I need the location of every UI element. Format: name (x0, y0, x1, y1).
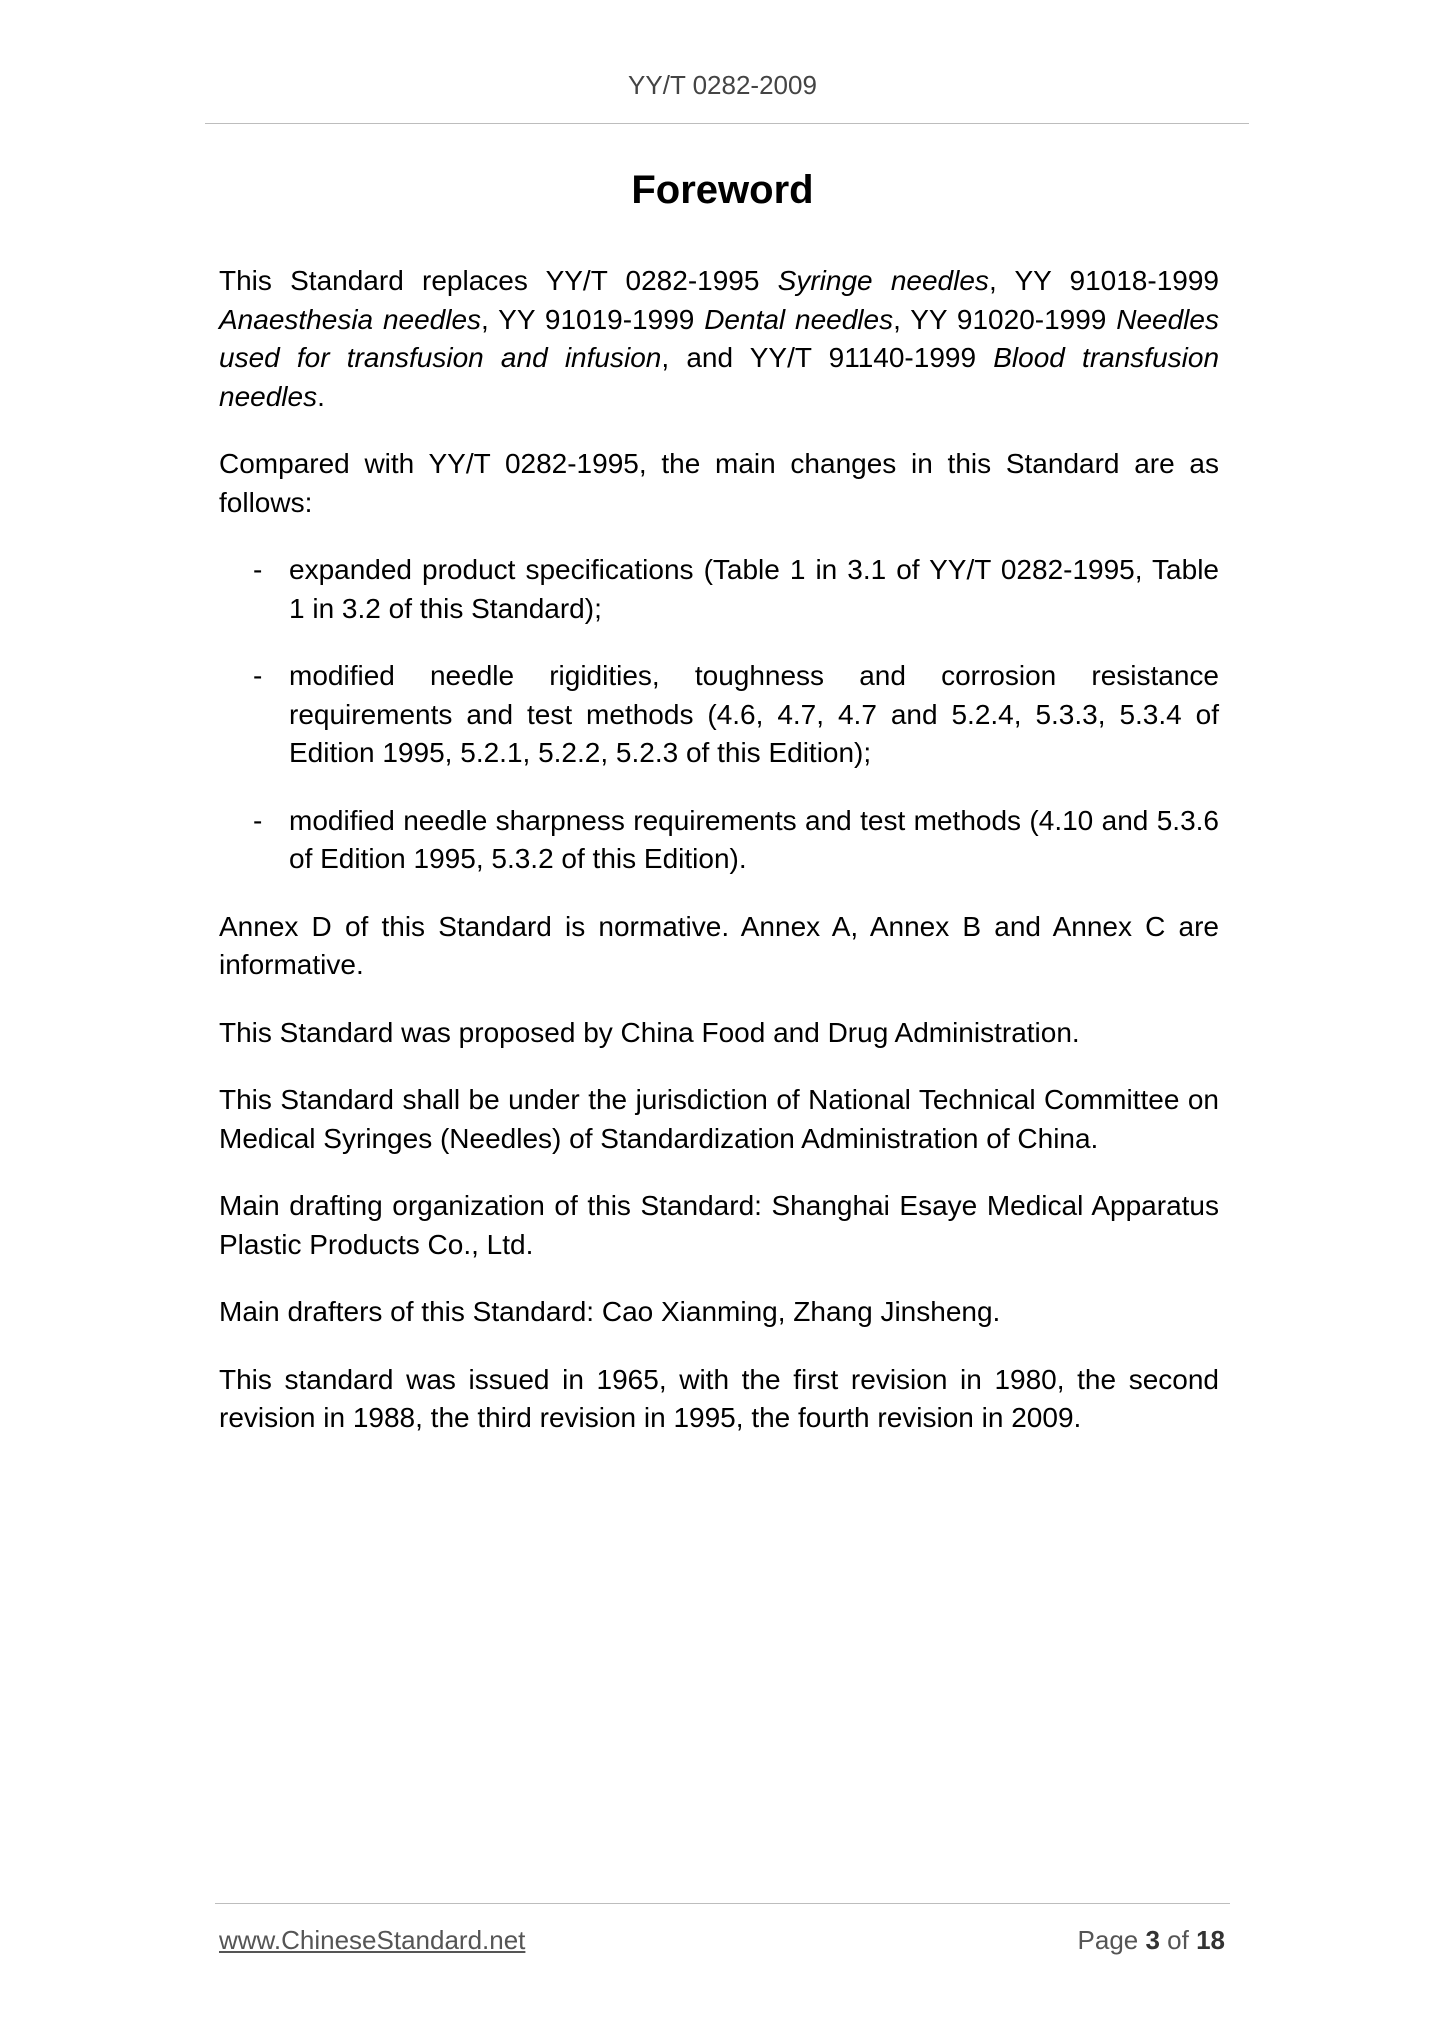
drafters-paragraph: Main drafters of this Standard: Cao Xianming, Zhang Jinsheng. (219, 1296, 1001, 1327)
intro-title-italic: Blood transfusion needles (219, 342, 1220, 412)
intro-title-italic: Syringe needles (777, 265, 989, 296)
page-label: Page (1077, 1925, 1146, 1955)
changes-intro-paragraph: Compared with YY/T 0282-1995, the main changes in this Standard are as follows: (219, 448, 1219, 518)
intro-text: , and YY/T 91140-1999 (661, 342, 994, 373)
list-item-text: modified needle sharpness requirements and test methods (4.10 and 5.3.6 of Edition 1995, 5.3.2 of this Edition). (289, 804, 1219, 874)
total-pages: 18 (1196, 1925, 1225, 1955)
annex-paragraph: Annex D of this Standard is normative. Annex A, Annex B and Annex C are informative. (219, 910, 1219, 980)
page-of-label: of (1159, 1925, 1197, 1955)
intro-text: , YY 91019-1999 (481, 303, 705, 335)
jurisdiction-paragraph: This Standard shall be under the jurisdiction of National Technical Committee on Medical Syringes (Needles) of Standardization Administration of China. (219, 1084, 1219, 1154)
list-dash: - (253, 554, 263, 585)
header-divider (205, 123, 1249, 124)
intro-title-italic: Needles used for transfusion and infusion (219, 303, 1219, 373)
list-item (219, 657, 1219, 773)
organization-paragraph: Main drafting organization of this Standard: Shanghai Esaye Medical Apparatus Plastic Products Co., Ltd. (219, 1190, 1219, 1260)
list-item-text: modified needle rigidities, toughness and corrosion resistance requirements and test methods (4.6, 4.7, 4.7 and 5.2.4, 5.3.3, 5.3.4 of Edition 1995, 5.2.1, 5.2.2, 5.2.3 of this Edition); (289, 660, 1219, 768)
footer-divider (215, 1903, 1230, 1904)
list-item (219, 551, 1219, 628)
website-link[interactable]: www.ChineseStandard.net (219, 1925, 526, 1955)
list-item (219, 802, 1219, 879)
intro-title-italic: Dental needles (704, 303, 894, 335)
page-number (1078, 1925, 1225, 1956)
intro-text: . (317, 380, 325, 412)
foreword-body (219, 262, 1219, 1467)
list-item-text: expanded product specifications (Table 1 in 3.1 of YY/T 0282-1995, Table 1 in 3.2 of this Standard); (289, 554, 1219, 624)
current-page: 3 (1145, 1925, 1160, 1955)
list-dash: - (253, 804, 263, 836)
list-dash: - (253, 660, 263, 691)
intro-text: This Standard replaces YY/T 0282-1995 (219, 265, 778, 296)
page-title: Foreword (631, 168, 814, 212)
document-code-header: YY/T 0282-2009 (628, 70, 817, 100)
intro-title-italic: Anaesthesia needles (219, 303, 482, 335)
proposed-paragraph: This Standard was proposed by China Food and Drug Administration. (219, 1016, 1080, 1048)
replacement-paragraph (219, 262, 1219, 416)
history-paragraph: This standard was issued in 1965, with the first revision in 1980, the second revision in 1988, the third revision in 1995, the fourth revision in 2009. (219, 1363, 1219, 1433)
intro-text: , YY 91020-1999 (893, 303, 1117, 335)
intro-text: , YY 91018-1999 (988, 265, 1219, 296)
